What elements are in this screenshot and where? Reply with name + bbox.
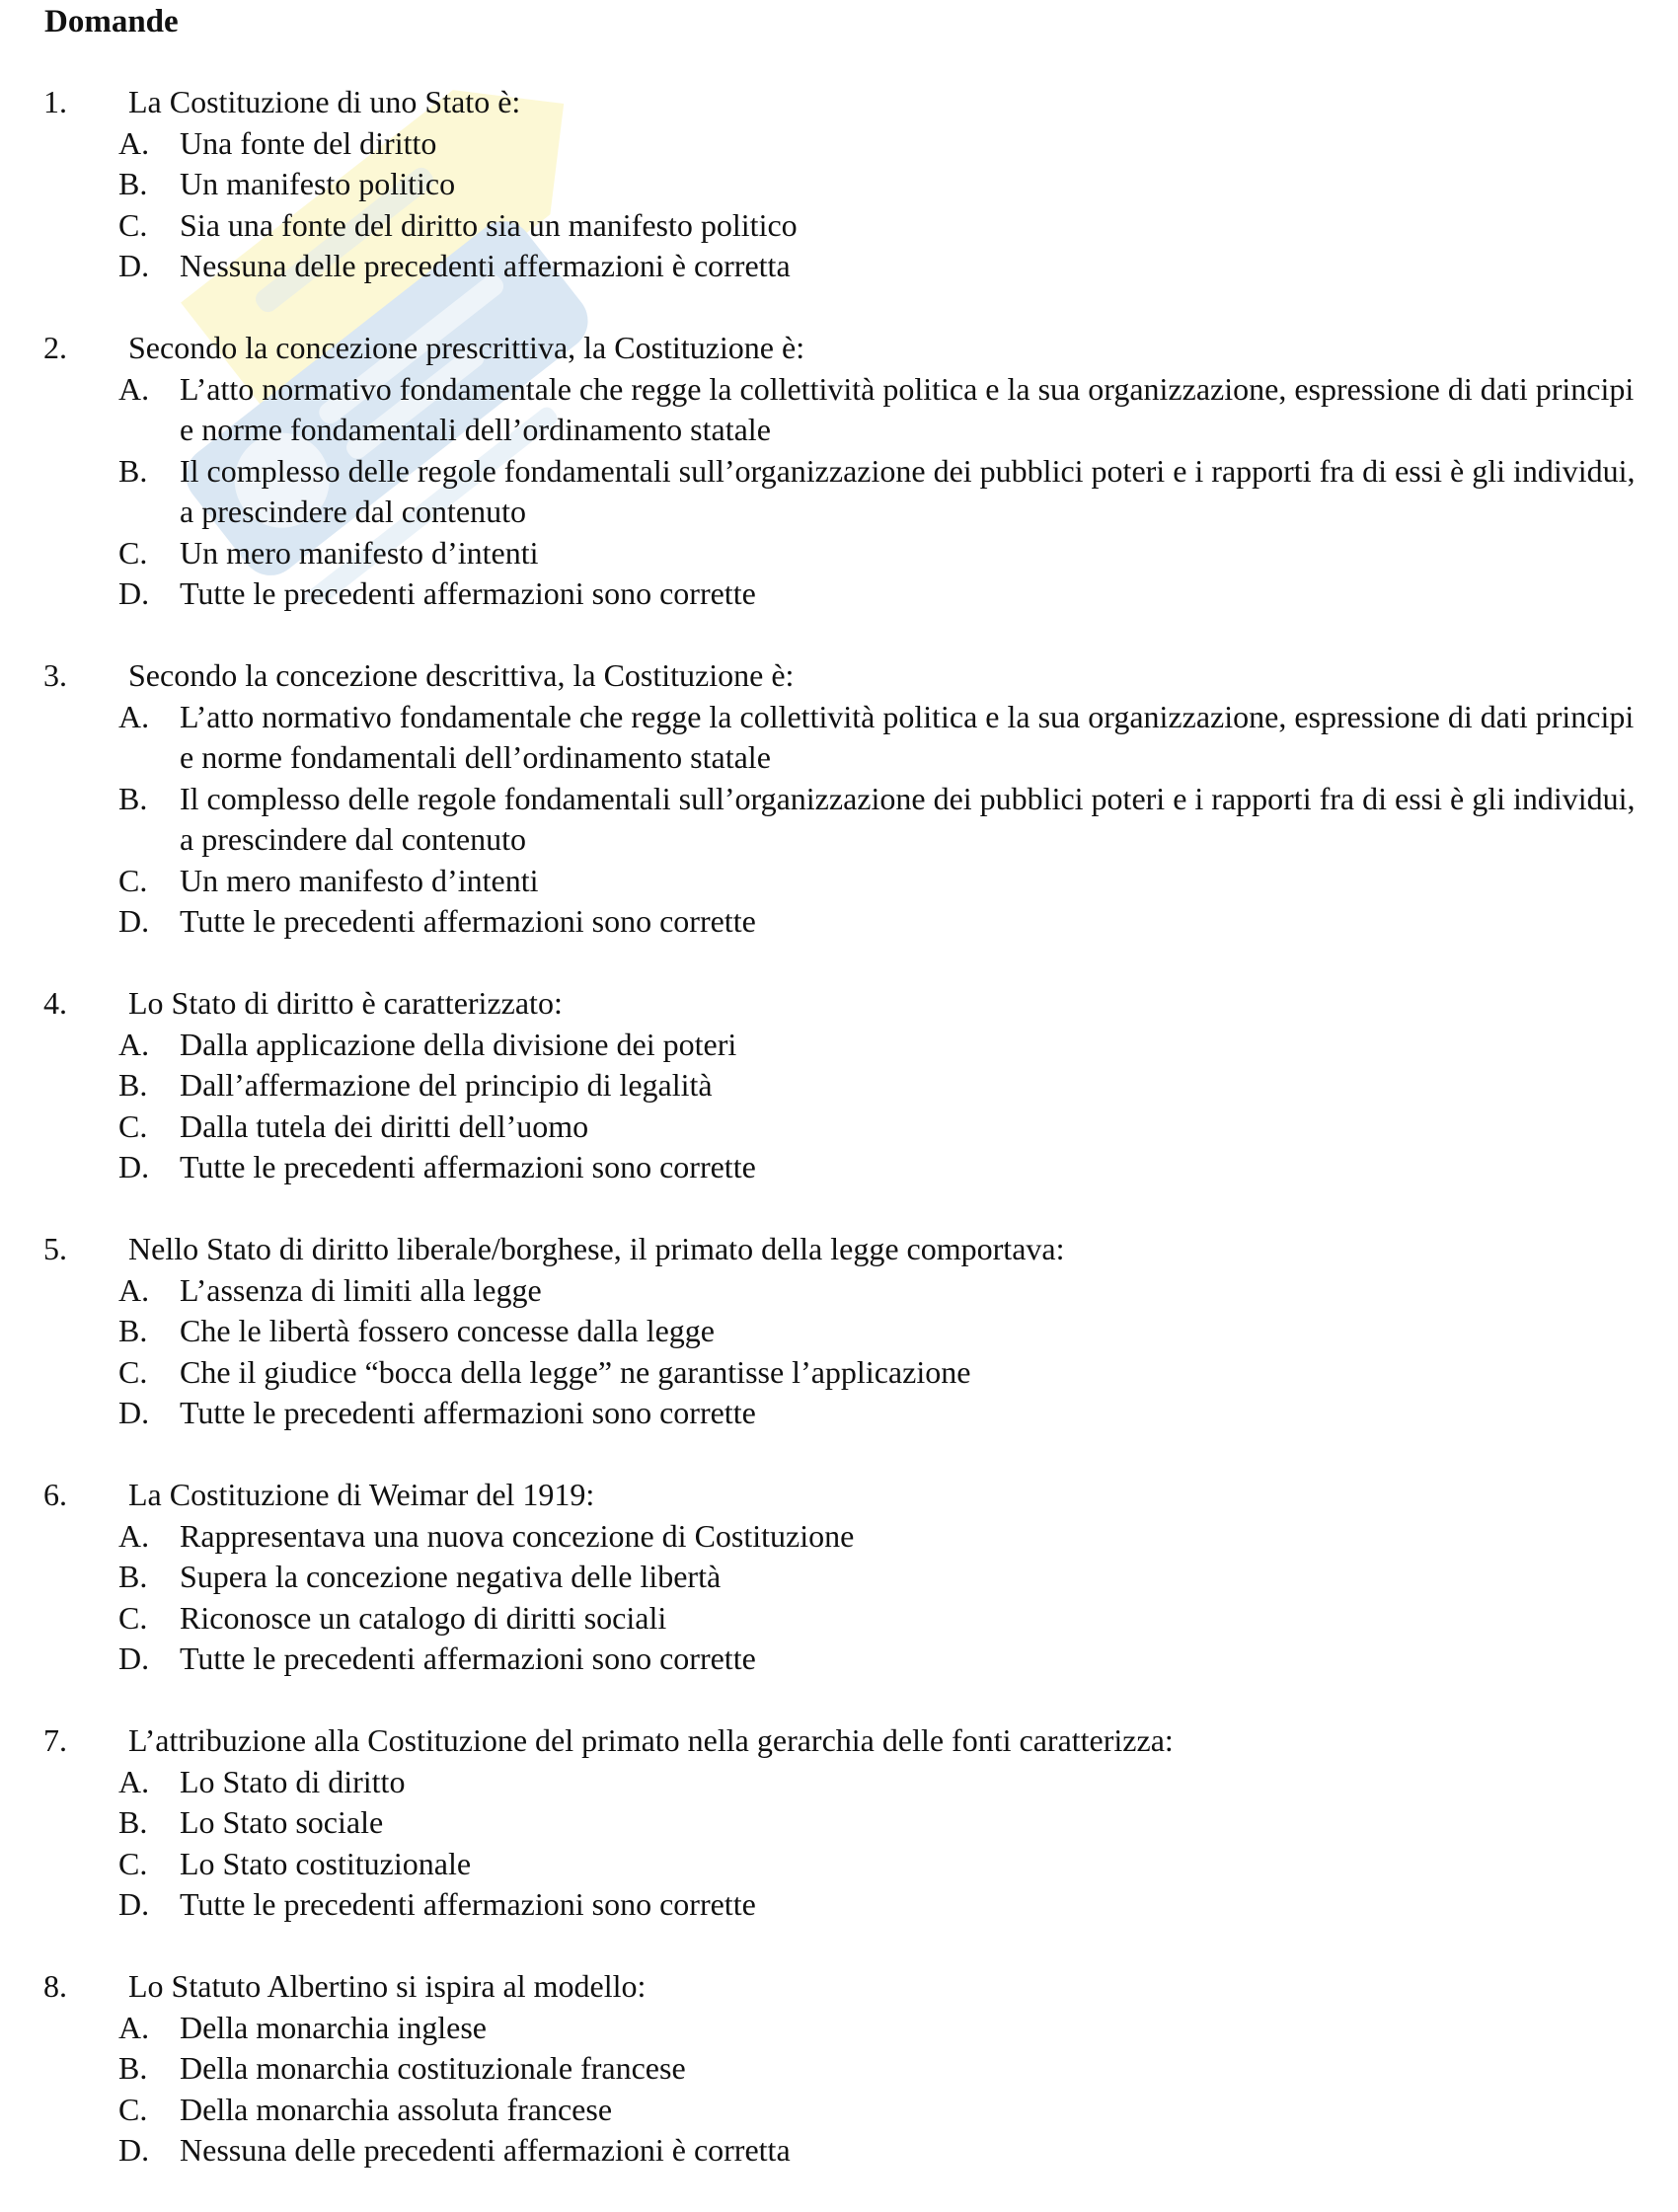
question-line [0, 1229, 1678, 1270]
option-letter: B. [118, 1313, 148, 1348]
answer-option [0, 533, 1678, 574]
answer-option [0, 861, 1678, 902]
question-2 [0, 328, 1678, 615]
option-text: L’atto normativo fondamentale che regge la collettività politica e la sua organizzazione, espressione di dati principi e norme fondamentali dell’ordinamento statale [180, 698, 1635, 775]
answer-option [0, 1065, 1678, 1106]
answer-option [0, 123, 1678, 165]
option-text: Una fonte del diritto [180, 124, 437, 161]
document-title: Domande [44, 4, 179, 39]
option-text: Della monarchia costituzionale francese [180, 2050, 686, 2086]
option-text: Sia una fonte del diritto sia un manifesto politico [180, 206, 798, 243]
option-text: Che le libertà fossero concesse dalla legge [180, 1313, 715, 1348]
option-text: L’assenza di limiti alla legge [180, 1271, 542, 1308]
answer-option [0, 1352, 1678, 1394]
option-letter: A. [118, 1026, 150, 1062]
answer-option [0, 1639, 1678, 1680]
question-5 [0, 1229, 1678, 1434]
option-letter: A. [118, 698, 150, 734]
question-6 [0, 1475, 1678, 1680]
question-1 [0, 82, 1678, 287]
option-letter: D. [118, 2132, 150, 2168]
option-letter: B. [118, 2050, 148, 2086]
question-list [0, 82, 1678, 2212]
answer-option [0, 1762, 1678, 1803]
option-text: Un mero manifesto d’intenti [180, 534, 539, 571]
answer-option [0, 205, 1678, 247]
answer-option [0, 1025, 1678, 1066]
option-letter: D. [118, 1149, 150, 1184]
option-text: Lo Stato di diritto [180, 1763, 406, 1799]
option-text: Tutte le precedenti affermazioni sono corrette [180, 1395, 756, 1430]
question-line [0, 1475, 1678, 1516]
answer-option [0, 1802, 1678, 1844]
option-letter: C. [118, 1107, 148, 1144]
option-letter: A. [118, 1763, 150, 1799]
option-letter: A. [118, 124, 150, 161]
option-text: Un manifesto politico [180, 166, 456, 201]
option-text: L’atto normativo fondamentale che regge la collettività politica e la sua organizzazione, espressione di dati principi e norme fondamentali dell’ordinamento statale [180, 370, 1635, 447]
answer-option [0, 2048, 1678, 2090]
answer-option [0, 2090, 1678, 2131]
answer-option [0, 901, 1678, 943]
question-8 [0, 1966, 1678, 2172]
option-letter: B. [118, 1067, 148, 1103]
option-letter: B. [118, 166, 148, 201]
option-text: Il complesso delle regole fondamentali sull’organizzazione dei pubblici poteri e i rapporti fra di essi è gli individui, a prescindere dal contenuto [180, 452, 1636, 529]
answer-option [0, 1311, 1678, 1352]
option-letter: B. [118, 1559, 148, 1594]
option-letter: C. [118, 1353, 148, 1390]
option-letter: D. [118, 248, 150, 283]
question-number: 4. [43, 985, 67, 1021]
option-text: Tutte le precedenti affermazioni sono corrette [180, 903, 756, 939]
option-text: Un mero manifesto d’intenti [180, 862, 539, 898]
answer-option [0, 779, 1678, 861]
option-text: Che il giudice “bocca della legge” ne garantisse l’applicazione [180, 1353, 971, 1390]
option-letter: A. [118, 370, 150, 407]
option-letter: A. [118, 1517, 150, 1554]
answer-option [0, 1393, 1678, 1434]
option-letter: D. [118, 575, 150, 611]
option-letter: C. [118, 1845, 148, 1881]
option-letter: C. [118, 2091, 148, 2127]
option-text: Lo Stato costituzionale [180, 1845, 472, 1881]
option-text: Il complesso delle regole fondamentali sull’organizzazione dei pubblici poteri e i rapporti fra di essi è gli individui, a prescindere dal contenuto [180, 780, 1636, 857]
answer-option [0, 573, 1678, 615]
question-line [0, 82, 1678, 123]
option-text: Supera la concezione negativa delle libertà [180, 1559, 722, 1594]
question-number: 8. [43, 1968, 67, 2004]
question-text: Nello Stato di diritto liberale/borghese, il primato della legge comportava: [128, 1231, 1065, 1266]
option-letter: C. [118, 862, 148, 898]
answer-option [0, 697, 1678, 779]
question-text: Secondo la concezione descrittiva, la Costituzione è: [128, 657, 795, 693]
option-letter: C. [118, 206, 148, 243]
answer-option [0, 2130, 1678, 2172]
answer-option [0, 451, 1678, 533]
option-letter: D. [118, 1640, 150, 1676]
question-number: 1. [43, 84, 67, 119]
option-letter: A. [118, 1271, 150, 1308]
question-text: Secondo la concezione prescrittiva, la Costituzione è: [128, 330, 805, 365]
answer-option [0, 246, 1678, 287]
option-text: Nessuna delle precedenti affermazioni è corretta [180, 2132, 791, 2168]
option-letter: D. [118, 1886, 150, 1922]
option-text: Tutte le precedenti affermazioni sono corrette [180, 1149, 756, 1184]
question-number: 3. [43, 657, 67, 693]
answer-option [0, 2008, 1678, 2049]
option-text: Tutte le precedenti affermazioni sono corrette [180, 575, 756, 611]
answer-option [0, 1598, 1678, 1640]
option-text: Dalla applicazione della divisione dei poteri [180, 1026, 737, 1062]
question-3 [0, 655, 1678, 943]
question-number: 5. [43, 1231, 67, 1266]
option-letter: B. [118, 780, 148, 816]
question-line [0, 1966, 1678, 2008]
option-text: Tutte le precedenti affermazioni sono corrette [180, 1886, 756, 1922]
option-text: Della monarchia inglese [180, 2009, 487, 2045]
option-text: Nessuna delle precedenti affermazioni è corretta [180, 248, 791, 283]
question-7 [0, 1720, 1678, 1926]
question-number: 7. [43, 1722, 67, 1758]
option-text: Dall’affermazione del principio di legalità [180, 1067, 713, 1103]
option-text: Della monarchia assoluta francese [180, 2091, 613, 2127]
question-text: Lo Stato di diritto è caratterizzato: [128, 985, 563, 1021]
option-text: Dalla tutela dei diritti dell’uomo [180, 1107, 589, 1144]
option-letter: A. [118, 2009, 150, 2045]
question-text: L’attribuzione alla Costituzione del primato nella gerarchia delle fonti caratterizza: [128, 1722, 1174, 1758]
question-text: Lo Statuto Albertino si ispira al modello: [128, 1968, 647, 2004]
answer-option [0, 1106, 1678, 1148]
answer-option [0, 1270, 1678, 1312]
option-letter: B. [118, 1804, 148, 1840]
question-line [0, 983, 1678, 1025]
option-letter: B. [118, 452, 148, 489]
answer-option [0, 164, 1678, 205]
question-line [0, 655, 1678, 697]
option-letter: C. [118, 1599, 148, 1636]
question-text: La Costituzione di uno Stato è: [128, 84, 521, 119]
question-text: La Costituzione di Weimar del 1919: [128, 1477, 595, 1512]
answer-option [0, 1516, 1678, 1558]
question-4 [0, 983, 1678, 1188]
question-line [0, 328, 1678, 369]
question-number: 6. [43, 1477, 67, 1512]
option-text: Rappresentava una nuova concezione di Costituzione [180, 1517, 855, 1554]
answer-option [0, 1147, 1678, 1188]
question-line [0, 1720, 1678, 1762]
question-number: 2. [43, 330, 67, 365]
answer-option [0, 369, 1678, 451]
option-text: Lo Stato sociale [180, 1804, 384, 1840]
option-letter: D. [118, 903, 150, 939]
option-text: Riconosce un catalogo di diritti sociali [180, 1599, 667, 1636]
answer-option [0, 1844, 1678, 1885]
answer-option [0, 1884, 1678, 1926]
option-text: Tutte le precedenti affermazioni sono corrette [180, 1640, 756, 1676]
answer-option [0, 1557, 1678, 1598]
option-letter: D. [118, 1395, 150, 1430]
option-letter: C. [118, 534, 148, 571]
